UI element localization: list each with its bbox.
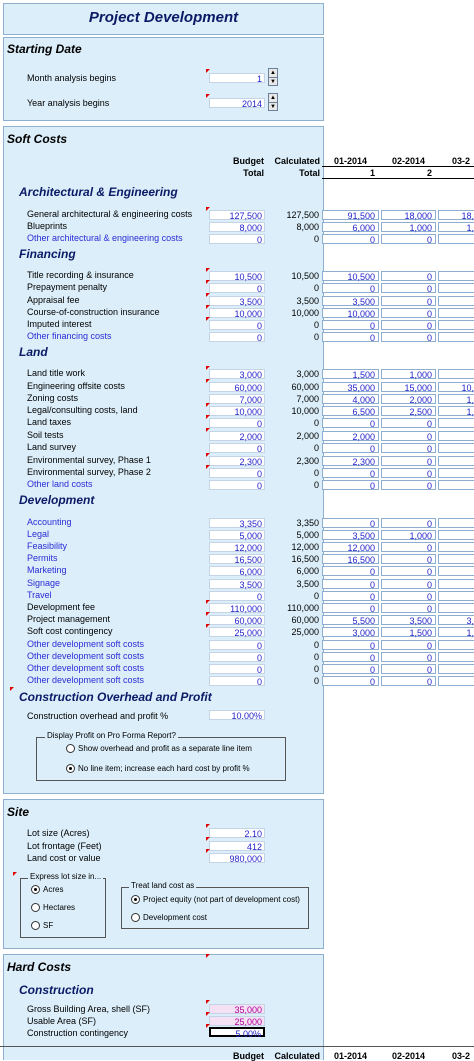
period-2-cell[interactable]: 2,500 bbox=[381, 406, 436, 416]
budget-input[interactable]: 12,000 bbox=[209, 542, 265, 552]
period-1-cell[interactable]: 0 bbox=[322, 676, 379, 686]
period-3-cell[interactable]: 10, bbox=[438, 382, 474, 392]
period-1-cell[interactable]: 4,000 bbox=[322, 394, 379, 404]
sf-radio[interactable] bbox=[31, 921, 40, 930]
period-1-cell[interactable]: 0 bbox=[322, 603, 379, 613]
period-3-cell[interactable] bbox=[438, 542, 474, 552]
period-2-cell[interactable]: 3,500 bbox=[381, 615, 436, 625]
budget-input[interactable]: 0 bbox=[209, 480, 265, 490]
budget-input[interactable]: 16,500 bbox=[209, 554, 265, 564]
period-1-cell[interactable]: 10,500 bbox=[322, 271, 379, 281]
calculated-total: 2,000 bbox=[296, 431, 319, 441]
spin-up-icon[interactable]: ▲ bbox=[270, 70, 276, 76]
row-label[interactable]: Other development soft costs bbox=[27, 651, 145, 661]
period-2-cell[interactable]: 0 bbox=[381, 296, 436, 306]
period-3-cell[interactable] bbox=[438, 530, 474, 540]
land-cost-label: Land cost or value bbox=[27, 853, 101, 863]
footer-period-2: 02-2014 bbox=[391, 1051, 426, 1061]
period-3-cell[interactable]: 1, bbox=[438, 394, 474, 404]
comment-marker bbox=[206, 207, 210, 211]
lot-size-input[interactable]: 2.10 bbox=[209, 828, 265, 838]
comment-marker bbox=[206, 465, 210, 469]
comment-marker bbox=[206, 624, 210, 628]
period-2-cell[interactable]: 0 bbox=[381, 320, 436, 330]
period-3-cell[interactable] bbox=[438, 332, 474, 342]
budget-input[interactable]: 25,000 bbox=[209, 627, 265, 637]
period-1-cell[interactable]: 0 bbox=[322, 443, 379, 453]
calculated-total: 0 bbox=[313, 320, 319, 330]
comment-marker bbox=[206, 600, 210, 604]
period-1-cell[interactable]: 0 bbox=[322, 480, 379, 490]
page-title: Project Development bbox=[88, 9, 239, 26]
row-label: Land taxes bbox=[27, 417, 72, 427]
year-spinner[interactable] bbox=[268, 93, 278, 111]
development-cost-label[interactable]: Development cost bbox=[143, 913, 208, 922]
period-1-cell[interactable]: 0 bbox=[322, 591, 379, 601]
period-2-cell[interactable]: 0 bbox=[381, 456, 436, 466]
period-2-cell[interactable]: 1,000 bbox=[381, 222, 436, 232]
sf-label[interactable]: SF bbox=[43, 921, 54, 930]
period-2-cell[interactable]: 0 bbox=[381, 431, 436, 441]
calculated-total: 6,000 bbox=[296, 566, 319, 576]
month-label: Month analysis begins bbox=[27, 73, 117, 83]
calculated-total: 3,350 bbox=[296, 518, 319, 528]
period-1-cell[interactable]: 2,000 bbox=[322, 431, 379, 441]
period-3-cell[interactable] bbox=[438, 234, 474, 244]
budget-input[interactable]: 3,000 bbox=[209, 369, 265, 379]
calculated-total-header: Total bbox=[299, 168, 320, 178]
row-label: Appraisal fee bbox=[27, 295, 80, 305]
row-label[interactable]: Permits bbox=[27, 553, 58, 563]
period-1-cell[interactable]: 3,500 bbox=[322, 296, 379, 306]
project-equity-label[interactable]: Project equity (not part of development cost) bbox=[143, 895, 300, 904]
period-2-cell[interactable]: 0 bbox=[381, 283, 436, 293]
calculated-total: 2,300 bbox=[296, 456, 319, 466]
comment-marker bbox=[13, 872, 17, 876]
period-3-cell[interactable] bbox=[438, 566, 474, 576]
period-1-cell[interactable]: 0 bbox=[322, 652, 379, 662]
period-3-cell[interactable] bbox=[438, 664, 474, 674]
period-1-cell[interactable]: 0 bbox=[322, 234, 379, 244]
display-no-line-label[interactable]: No line item; increase each hard cost by profit % bbox=[78, 764, 250, 773]
row-label[interactable]: Other financing costs bbox=[27, 331, 112, 341]
period-1-cell[interactable]: 35,000 bbox=[322, 382, 379, 392]
period-1-number: 1 bbox=[369, 168, 375, 178]
land-cost-input[interactable]: 980,000 bbox=[209, 853, 265, 863]
period-3-header: 03-2 bbox=[452, 156, 471, 166]
period-3-cell[interactable] bbox=[438, 418, 474, 428]
period-1-cell[interactable]: 6,500 bbox=[322, 406, 379, 416]
contingency-input[interactable]: 5.00% bbox=[209, 1027, 265, 1037]
comment-marker bbox=[206, 293, 210, 297]
period-2-cell[interactable]: 0 bbox=[381, 271, 436, 281]
period-1-cell[interactable]: 0 bbox=[322, 518, 379, 528]
overhead-label: Construction overhead and profit % bbox=[27, 711, 169, 721]
period-1-cell[interactable]: 3,500 bbox=[322, 530, 379, 540]
treat-land-cost-title: Treat land cost as bbox=[131, 881, 195, 890]
budget-input[interactable]: 110,000 bbox=[209, 603, 265, 613]
period-number-line bbox=[322, 178, 474, 179]
budget-input[interactable]: 0 bbox=[209, 468, 265, 478]
period-3-cell[interactable] bbox=[438, 369, 474, 379]
budget-input[interactable]: 0 bbox=[209, 652, 265, 662]
row-label[interactable]: Other development soft costs bbox=[27, 663, 145, 673]
display-separate-label[interactable]: Show overhead and profit as a separate line item bbox=[78, 744, 252, 753]
row-label[interactable]: Other development soft costs bbox=[27, 675, 145, 685]
lot-frontage-input[interactable]: 412 bbox=[209, 841, 265, 851]
row-label[interactable]: Signage bbox=[27, 578, 61, 588]
row-label: Project management bbox=[27, 614, 111, 624]
period-2-cell[interactable]: 18,000 bbox=[381, 210, 436, 220]
period-1-header: 01-2014 bbox=[333, 156, 368, 166]
budget-input[interactable]: 8,000 bbox=[209, 222, 265, 232]
budget-input[interactable]: 0 bbox=[209, 676, 265, 686]
period-2-cell[interactable]: 0 bbox=[381, 308, 436, 318]
period-2-cell[interactable]: 0 bbox=[381, 554, 436, 564]
row-label: Prepayment penalty bbox=[27, 282, 108, 292]
period-1-cell[interactable]: 6,000 bbox=[322, 222, 379, 232]
row-label: Course-of-construction insurance bbox=[27, 307, 160, 317]
month-input[interactable]: 1 bbox=[209, 73, 265, 83]
period-2-cell[interactable]: 0 bbox=[381, 468, 436, 478]
acres-label[interactable]: Acres bbox=[43, 885, 64, 894]
comment-marker bbox=[206, 280, 210, 284]
calculated-total: 60,000 bbox=[291, 382, 319, 392]
calculated-total: 3,500 bbox=[296, 579, 319, 589]
hectares-label[interactable]: Hectares bbox=[43, 903, 76, 912]
period-1-cell[interactable]: 16,500 bbox=[322, 554, 379, 564]
comment-marker bbox=[206, 305, 210, 309]
row-label: Land survey bbox=[27, 442, 77, 452]
period-2-cell[interactable]: 0 bbox=[381, 579, 436, 589]
display-separate-radio[interactable] bbox=[66, 744, 75, 753]
period-1-cell[interactable]: 0 bbox=[322, 332, 379, 342]
budget-input[interactable]: 60,000 bbox=[209, 382, 265, 392]
usable-area-label: Usable Area (SF) bbox=[27, 1016, 97, 1026]
period-2-cell[interactable]: 0 bbox=[381, 640, 436, 650]
calculated-total: 3,500 bbox=[296, 296, 319, 306]
gba-label: Gross Building Area, shell (SF) bbox=[27, 1004, 151, 1014]
comment-marker bbox=[206, 954, 210, 958]
calculated-total: 0 bbox=[313, 283, 319, 293]
development-cost-radio[interactable] bbox=[131, 913, 140, 922]
period-3-cell[interactable] bbox=[438, 283, 474, 293]
budget-input[interactable]: 5,000 bbox=[209, 530, 265, 540]
hard-costs-header: Hard Costs bbox=[7, 960, 72, 974]
period-1-cell[interactable]: 0 bbox=[322, 566, 379, 576]
budget-input[interactable]: 60,000 bbox=[209, 615, 265, 625]
budget-input[interactable]: 7,000 bbox=[209, 394, 265, 404]
budget-input[interactable]: 0 bbox=[209, 591, 265, 601]
overhead-input[interactable]: 10.00% bbox=[209, 710, 265, 720]
period-2-cell[interactable]: 1,500 bbox=[381, 627, 436, 637]
acres-radio[interactable] bbox=[31, 885, 40, 894]
period-3-cell[interactable]: 1, bbox=[438, 222, 474, 232]
comment-marker bbox=[206, 403, 210, 407]
period-1-cell[interactable]: 3,000 bbox=[322, 627, 379, 637]
row-label[interactable]: Other land costs bbox=[27, 479, 93, 489]
row-label[interactable]: Marketing bbox=[27, 565, 67, 575]
site-header: Site bbox=[7, 805, 30, 819]
spin-up-icon[interactable]: ▲ bbox=[270, 95, 276, 101]
row-label: Soil tests bbox=[27, 430, 64, 440]
calculated-total: 0 bbox=[313, 664, 319, 674]
calculated-total: 0 bbox=[313, 652, 319, 662]
period-2-cell[interactable]: 2,000 bbox=[381, 394, 436, 404]
budget-input[interactable]: 0 bbox=[209, 443, 265, 453]
row-label: Soft cost contingency bbox=[27, 626, 113, 636]
hard-cost-footer-line bbox=[0, 1046, 474, 1047]
budget-input[interactable]: 0 bbox=[209, 640, 265, 650]
period-3-cell[interactable]: 18, bbox=[438, 210, 474, 220]
calculated-total: 25,000 bbox=[291, 627, 319, 637]
calculated-total: 0 bbox=[313, 468, 319, 478]
comment-marker bbox=[206, 453, 210, 457]
period-1-cell[interactable]: 10,000 bbox=[322, 308, 379, 318]
calculated-total: 7,000 bbox=[296, 394, 319, 404]
budget-input[interactable]: 0 bbox=[209, 664, 265, 674]
calculated-total: 60,000 bbox=[291, 615, 319, 625]
row-label[interactable]: Feasibility bbox=[27, 541, 68, 551]
period-2-cell[interactable]: 0 bbox=[381, 603, 436, 613]
project-equity-radio[interactable] bbox=[131, 895, 140, 904]
development-header: Development bbox=[19, 493, 95, 507]
period-1-cell[interactable]: 12,000 bbox=[322, 542, 379, 552]
row-label[interactable]: Legal bbox=[27, 529, 50, 539]
calculated-total: 12,000 bbox=[291, 542, 319, 552]
comment-marker bbox=[206, 268, 210, 272]
budget-input[interactable]: 10,000 bbox=[209, 308, 265, 318]
row-label: Blueprints bbox=[27, 221, 68, 231]
period-3-cell[interactable] bbox=[438, 640, 474, 650]
calculated-total: 0 bbox=[313, 640, 319, 650]
footer-budget: Budget bbox=[233, 1051, 264, 1061]
period-3-cell[interactable] bbox=[438, 296, 474, 306]
period-3-cell[interactable] bbox=[438, 652, 474, 662]
period-2-cell[interactable]: 1,000 bbox=[381, 530, 436, 540]
period-1-cell[interactable]: 0 bbox=[322, 640, 379, 650]
row-label: Zoning costs bbox=[27, 393, 79, 403]
budget-input[interactable]: 0 bbox=[209, 418, 265, 428]
row-label: General architectural & engineering costs bbox=[27, 209, 193, 219]
calculated-total: 110,000 bbox=[287, 603, 319, 613]
calculated-total: 0 bbox=[313, 443, 319, 453]
year-input[interactable]: 2014 bbox=[209, 98, 265, 108]
row-label: Land title work bbox=[27, 368, 86, 378]
period-3-cell[interactable] bbox=[438, 676, 474, 686]
contingency-label: Construction contingency bbox=[27, 1028, 129, 1038]
row-label: Environmental survey, Phase 2 bbox=[27, 467, 151, 477]
overhead-header: Construction Overhead and Profit bbox=[19, 690, 212, 704]
calculated-total: 8,000 bbox=[296, 222, 319, 232]
period-3-cell[interactable] bbox=[438, 554, 474, 564]
period-2-cell[interactable]: 0 bbox=[381, 566, 436, 576]
financing-header: Financing bbox=[19, 247, 76, 261]
period-3-cell[interactable]: 1, bbox=[438, 627, 474, 637]
period-1-cell[interactable]: 0 bbox=[322, 579, 379, 589]
express-lot-size-title: Express lot size in... bbox=[30, 872, 102, 881]
footer-period-3: 03-2 bbox=[452, 1051, 471, 1061]
period-1-cell[interactable]: 2,300 bbox=[322, 456, 379, 466]
calculated-total: 10,500 bbox=[291, 271, 319, 281]
period-1-cell[interactable]: 0 bbox=[322, 320, 379, 330]
calculated-total: 0 bbox=[313, 591, 319, 601]
period-3-cell[interactable]: 3, bbox=[438, 615, 474, 625]
period-3-cell[interactable] bbox=[438, 456, 474, 466]
month-spinner[interactable] bbox=[268, 68, 278, 86]
comment-marker bbox=[206, 612, 210, 616]
calculated-total: 0 bbox=[313, 676, 319, 686]
period-3-cell[interactable] bbox=[438, 480, 474, 490]
soft-costs-header: Soft Costs bbox=[7, 132, 67, 146]
period-2-cell[interactable]: 0 bbox=[381, 480, 436, 490]
budget-input[interactable]: 0 bbox=[209, 320, 265, 330]
period-1-cell[interactable]: 0 bbox=[322, 418, 379, 428]
row-label: Title recording & insurance bbox=[27, 270, 134, 280]
calculated-total: 5,000 bbox=[296, 530, 319, 540]
budget-input[interactable]: 6,000 bbox=[209, 566, 265, 576]
period-3-cell[interactable] bbox=[438, 518, 474, 528]
row-label: Development fee bbox=[27, 602, 96, 612]
comment-marker bbox=[206, 428, 210, 432]
period-2-cell[interactable]: 0 bbox=[381, 542, 436, 552]
budget-input[interactable]: 0 bbox=[209, 283, 265, 293]
period-2-cell[interactable]: 0 bbox=[381, 418, 436, 428]
budget-input[interactable]: 2,000 bbox=[209, 431, 265, 441]
row-label[interactable]: Other architectural & engineering costs bbox=[27, 233, 183, 243]
lot-size-label: Lot size (Acres) bbox=[27, 828, 90, 838]
calculated-total: 3,000 bbox=[296, 369, 319, 379]
comment-marker bbox=[206, 366, 210, 370]
period-1-cell[interactable]: 0 bbox=[322, 283, 379, 293]
budget-input[interactable]: 127,500 bbox=[209, 210, 265, 220]
treat-land-cost-group bbox=[121, 887, 309, 929]
period-1-cell[interactable]: 91,500 bbox=[322, 210, 379, 220]
calculated-total: 127,500 bbox=[286, 210, 319, 220]
calculated-total: 0 bbox=[313, 332, 319, 342]
row-label: Environmental survey, Phase 1 bbox=[27, 455, 151, 465]
comment-marker bbox=[10, 687, 14, 691]
period-1-cell[interactable]: 1,500 bbox=[322, 369, 379, 379]
period-3-cell[interactable] bbox=[438, 579, 474, 589]
comment-marker bbox=[206, 415, 210, 419]
period-2-cell[interactable]: 1,000 bbox=[381, 369, 436, 379]
budget-header: Budget bbox=[233, 156, 264, 166]
period-2-cell[interactable]: 0 bbox=[381, 676, 436, 686]
row-label: Engineering offsite costs bbox=[27, 381, 125, 391]
budget-input[interactable]: 3,500 bbox=[209, 579, 265, 589]
calculated-total: 16,500 bbox=[291, 554, 319, 564]
period-3-cell[interactable] bbox=[438, 443, 474, 453]
hectares-radio[interactable] bbox=[31, 903, 40, 912]
period-3-cell[interactable]: 1, bbox=[438, 406, 474, 416]
calculated-total: 0 bbox=[313, 480, 319, 490]
period-1-cell[interactable]: 0 bbox=[322, 468, 379, 478]
budget-total-header: Total bbox=[243, 168, 264, 178]
budget-input[interactable]: 0 bbox=[209, 332, 265, 342]
period-2-cell[interactable]: 0 bbox=[381, 332, 436, 342]
comment-marker bbox=[206, 317, 210, 321]
budget-input[interactable]: 0 bbox=[209, 234, 265, 244]
gba-input[interactable]: 35,000 bbox=[209, 1004, 265, 1014]
period-3-cell[interactable] bbox=[438, 271, 474, 281]
period-3-cell[interactable] bbox=[438, 320, 474, 330]
period-2-cell[interactable]: 0 bbox=[381, 443, 436, 453]
period-2-header: 02-2014 bbox=[391, 156, 426, 166]
starting-date-header: Starting Date bbox=[7, 42, 82, 56]
period-2-cell[interactable]: 0 bbox=[381, 518, 436, 528]
row-label: Legal/consulting costs, land bbox=[27, 405, 138, 415]
footer-period-1: 01-2014 bbox=[333, 1051, 368, 1061]
row-label[interactable]: Other development soft costs bbox=[27, 639, 145, 649]
period-3-cell[interactable] bbox=[438, 431, 474, 441]
arch-eng-header: Architectural & Engineering bbox=[19, 185, 178, 199]
calculated-header: Calculated bbox=[274, 156, 320, 166]
spin-down-icon[interactable]: ▼ bbox=[270, 79, 276, 85]
land-header: Land bbox=[19, 345, 48, 359]
display-profit-title: Display Profit on Pro Forma Report? bbox=[47, 731, 176, 740]
calculated-total: 0 bbox=[313, 234, 319, 244]
period-2-cell[interactable]: 0 bbox=[381, 591, 436, 601]
row-label: Imputed interest bbox=[27, 319, 92, 329]
budget-input[interactable]: 3,500 bbox=[209, 296, 265, 306]
period-3-cell[interactable] bbox=[438, 591, 474, 601]
calculated-total: 10,000 bbox=[291, 308, 319, 318]
period-3-cell[interactable] bbox=[438, 603, 474, 613]
period-3-cell[interactable] bbox=[438, 468, 474, 478]
period-1-cell[interactable]: 0 bbox=[322, 664, 379, 674]
period-3-cell[interactable] bbox=[438, 308, 474, 318]
usable-area-input[interactable]: 25,000 bbox=[209, 1016, 265, 1026]
construction-header: Construction bbox=[19, 983, 94, 997]
display-no-line-radio[interactable] bbox=[66, 764, 75, 773]
comment-marker bbox=[206, 379, 210, 383]
period-header-line bbox=[322, 166, 474, 167]
budget-input[interactable]: 3,350 bbox=[209, 518, 265, 528]
year-label: Year analysis begins bbox=[27, 98, 110, 108]
budget-input[interactable]: 2,300 bbox=[209, 456, 265, 466]
period-1-cell[interactable]: 5,500 bbox=[322, 615, 379, 625]
calculated-total: 10,000 bbox=[291, 406, 319, 416]
lot-frontage-label: Lot frontage (Feet) bbox=[27, 841, 102, 851]
period-2-number: 2 bbox=[426, 168, 432, 178]
period-2-cell[interactable]: 0 bbox=[381, 664, 436, 674]
footer-calculated: Calculated bbox=[274, 1051, 320, 1061]
spin-down-icon[interactable]: ▼ bbox=[270, 104, 276, 110]
row-label[interactable]: Accounting bbox=[27, 517, 72, 527]
period-2-cell[interactable]: 0 bbox=[381, 652, 436, 662]
period-2-cell[interactable]: 15,000 bbox=[381, 382, 436, 392]
budget-input[interactable]: 10,000 bbox=[209, 406, 265, 416]
period-2-cell[interactable]: 0 bbox=[381, 234, 436, 244]
row-label[interactable]: Travel bbox=[27, 590, 52, 600]
calculated-total: 0 bbox=[313, 418, 319, 428]
budget-input[interactable]: 10,500 bbox=[209, 271, 265, 281]
